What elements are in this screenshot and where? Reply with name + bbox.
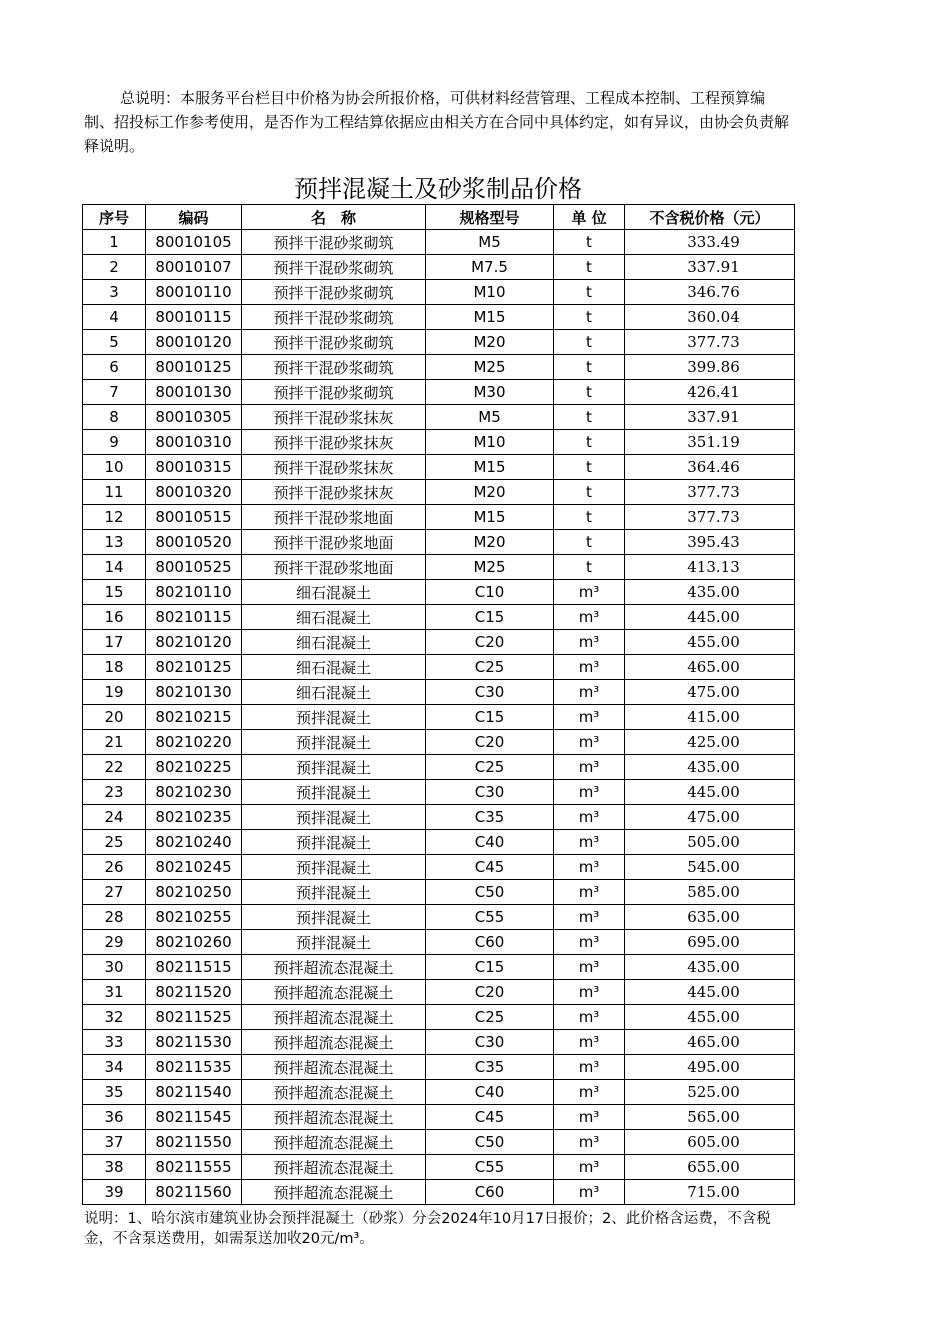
table-row	[83, 430, 795, 455]
cell-seq: 36	[83, 1105, 146, 1130]
header-spec: 规格型号	[426, 205, 554, 230]
table-row	[83, 230, 795, 255]
cell-seq: 19	[83, 680, 146, 705]
cell-code: 80210125	[146, 655, 242, 680]
cell-unit: m³	[554, 980, 625, 1005]
cell-code: 80210215	[146, 705, 242, 730]
cell-name: 预拌干混砂浆砌筑	[242, 280, 426, 305]
cell-seq: 28	[83, 905, 146, 930]
cell-code: 80211555	[146, 1155, 242, 1180]
cell-spec: C10	[426, 580, 554, 605]
cell-spec: C60	[426, 930, 554, 955]
cell-name: 预拌干混砂浆砌筑	[242, 230, 426, 255]
cell-price: 445.00	[625, 780, 795, 805]
cell-code: 80210255	[146, 905, 242, 930]
table-row	[83, 580, 795, 605]
cell-name: 预拌混凝土	[242, 755, 426, 780]
cell-name: 预拌干混砂浆地面	[242, 530, 426, 555]
cell-name: 细石混凝土	[242, 630, 426, 655]
cell-name: 细石混凝土	[242, 680, 426, 705]
cell-spec: C20	[426, 730, 554, 755]
cell-name: 预拌超流态混凝土	[242, 1055, 426, 1080]
cell-seq: 38	[83, 1155, 146, 1180]
cell-code: 80010515	[146, 505, 242, 530]
cell-name: 预拌混凝土	[242, 830, 426, 855]
cell-seq: 20	[83, 705, 146, 730]
cell-unit: m³	[554, 1080, 625, 1105]
cell-unit: m³	[554, 705, 625, 730]
cell-code: 80010315	[146, 455, 242, 480]
cell-spec: C15	[426, 605, 554, 630]
cell-unit: t	[554, 555, 625, 580]
cell-unit: m³	[554, 780, 625, 805]
cell-unit: t	[554, 330, 625, 355]
cell-code: 80010305	[146, 405, 242, 430]
cell-code: 80211525	[146, 1005, 242, 1030]
cell-unit: t	[554, 505, 625, 530]
cell-code: 80210220	[146, 730, 242, 755]
cell-code: 80210235	[146, 805, 242, 830]
cell-price: 445.00	[625, 605, 795, 630]
cell-price: 655.00	[625, 1155, 795, 1180]
table-row	[83, 555, 795, 580]
cell-seq: 3	[83, 280, 146, 305]
table-row	[83, 955, 795, 980]
cell-name: 预拌超流态混凝土	[242, 1155, 426, 1180]
cell-price: 475.00	[625, 680, 795, 705]
cell-price: 364.46	[625, 455, 795, 480]
cell-name: 预拌干混砂浆抹灰	[242, 455, 426, 480]
cell-seq: 13	[83, 530, 146, 555]
cell-price: 465.00	[625, 1030, 795, 1055]
cell-price: 377.73	[625, 330, 795, 355]
table-row	[83, 605, 795, 630]
cell-name: 预拌混凝土	[242, 930, 426, 955]
cell-spec: C30	[426, 1030, 554, 1055]
cell-seq: 37	[83, 1130, 146, 1155]
cell-price: 495.00	[625, 1055, 795, 1080]
table-row	[83, 1005, 795, 1030]
cell-code: 80211560	[146, 1180, 242, 1205]
cell-code: 80211515	[146, 955, 242, 980]
cell-unit: m³	[554, 580, 625, 605]
cell-seq: 17	[83, 630, 146, 655]
cell-code: 80010110	[146, 280, 242, 305]
cell-spec: M7.5	[426, 255, 554, 280]
cell-name: 预拌干混砂浆地面	[242, 555, 426, 580]
cell-name: 预拌干混砂浆砌筑	[242, 380, 426, 405]
cell-name: 预拌混凝土	[242, 705, 426, 730]
cell-spec: M20	[426, 330, 554, 355]
cell-price: 435.00	[625, 755, 795, 780]
price-table	[82, 204, 795, 1205]
cell-unit: m³	[554, 755, 625, 780]
cell-spec: M5	[426, 405, 554, 430]
cell-seq: 16	[83, 605, 146, 630]
cell-unit: t	[554, 380, 625, 405]
cell-price: 395.43	[625, 530, 795, 555]
cell-seq: 39	[83, 1180, 146, 1205]
cell-price: 333.49	[625, 230, 795, 255]
cell-spec: C35	[426, 805, 554, 830]
cell-price: 455.00	[625, 630, 795, 655]
cell-name: 预拌超流态混凝土	[242, 1030, 426, 1055]
cell-price: 435.00	[625, 580, 795, 605]
cell-price: 351.19	[625, 430, 795, 455]
cell-unit: t	[554, 355, 625, 380]
table-row	[83, 1180, 795, 1205]
cell-unit: m³	[554, 630, 625, 655]
cell-price: 715.00	[625, 1180, 795, 1205]
cell-unit: m³	[554, 1105, 625, 1130]
cell-name: 细石混凝土	[242, 580, 426, 605]
cell-price: 435.00	[625, 955, 795, 980]
table-row	[83, 855, 795, 880]
table-row	[83, 1130, 795, 1155]
cell-spec: M20	[426, 530, 554, 555]
cell-spec: C45	[426, 855, 554, 880]
cell-spec: M20	[426, 480, 554, 505]
cell-price: 465.00	[625, 655, 795, 680]
cell-spec: C30	[426, 680, 554, 705]
cell-spec: C35	[426, 1055, 554, 1080]
cell-unit: m³	[554, 1030, 625, 1055]
cell-unit: m³	[554, 655, 625, 680]
cell-code: 80210115	[146, 605, 242, 630]
cell-seq: 18	[83, 655, 146, 680]
table-row	[83, 380, 795, 405]
cell-seq: 6	[83, 355, 146, 380]
cell-code: 80210240	[146, 830, 242, 855]
cell-spec: M10	[426, 430, 554, 455]
cell-name: 预拌超流态混凝土	[242, 1180, 426, 1205]
cell-unit: m³	[554, 955, 625, 980]
cell-name: 预拌干混砂浆抹灰	[242, 430, 426, 455]
cell-seq: 12	[83, 505, 146, 530]
cell-code: 80010125	[146, 355, 242, 380]
cell-name: 预拌超流态混凝土	[242, 1080, 426, 1105]
cell-unit: t	[554, 455, 625, 480]
cell-unit: t	[554, 530, 625, 555]
cell-price: 545.00	[625, 855, 795, 880]
cell-seq: 9	[83, 430, 146, 455]
cell-name: 预拌超流态混凝土	[242, 955, 426, 980]
cell-name: 预拌超流态混凝土	[242, 1105, 426, 1130]
cell-code: 80010115	[146, 305, 242, 330]
cell-seq: 27	[83, 880, 146, 905]
cell-price: 346.76	[625, 280, 795, 305]
cell-seq: 31	[83, 980, 146, 1005]
cell-unit: m³	[554, 1130, 625, 1155]
cell-code: 80211535	[146, 1055, 242, 1080]
cell-name: 预拌超流态混凝土	[242, 980, 426, 1005]
cell-name: 预拌干混砂浆砌筑	[242, 355, 426, 380]
table-row	[83, 1105, 795, 1130]
cell-code: 80211520	[146, 980, 242, 1005]
cell-name: 预拌混凝土	[242, 880, 426, 905]
cell-name: 预拌混凝土	[242, 805, 426, 830]
cell-spec: C40	[426, 1080, 554, 1105]
table-row	[83, 705, 795, 730]
general-description: 总说明：本服务平台栏目中价格为协会所报价格，可供材料经营管理、工程成本控制、工程预算编制、招投标工作参考使用，是否作为工程结算依据应由相关方在合同中具体约定，如有异议，由协会负责解释说明。	[84, 89, 790, 155]
cell-unit: t	[554, 430, 625, 455]
cell-name: 预拌混凝土	[242, 780, 426, 805]
table-row	[83, 905, 795, 930]
cell-price: 413.13	[625, 555, 795, 580]
footnote: 说明：1、哈尔滨市建筑业协会预拌混凝土（砂浆）分会2024年10月17日报价；2、此价格含运费，不含税金，不含泵送费用，如需泵送加收20元/m³。	[84, 1211, 771, 1247]
table-row	[83, 405, 795, 430]
cell-price: 585.00	[625, 880, 795, 905]
cell-spec: M15	[426, 505, 554, 530]
cell-code: 80211530	[146, 1030, 242, 1055]
cell-seq: 2	[83, 255, 146, 280]
cell-name: 预拌干混砂浆抹灰	[242, 405, 426, 430]
table-row	[83, 530, 795, 555]
table-row	[83, 980, 795, 1005]
cell-price: 337.91	[625, 405, 795, 430]
cell-seq: 29	[83, 930, 146, 955]
cell-spec: C20	[426, 630, 554, 655]
cell-code: 80010310	[146, 430, 242, 455]
cell-spec: C15	[426, 955, 554, 980]
cell-spec: M15	[426, 455, 554, 480]
cell-name: 预拌干混砂浆抹灰	[242, 480, 426, 505]
cell-code: 80010105	[146, 230, 242, 255]
cell-price: 426.41	[625, 380, 795, 405]
table-row	[83, 1080, 795, 1105]
cell-seq: 22	[83, 755, 146, 780]
cell-price: 475.00	[625, 805, 795, 830]
cell-price: 565.00	[625, 1105, 795, 1130]
header-seq: 序号	[83, 205, 146, 230]
cell-spec: C60	[426, 1180, 554, 1205]
cell-name: 预拌干混砂浆砌筑	[242, 255, 426, 280]
cell-price: 415.00	[625, 705, 795, 730]
cell-name: 预拌干混砂浆砌筑	[242, 305, 426, 330]
cell-spec: C30	[426, 780, 554, 805]
cell-seq: 25	[83, 830, 146, 855]
cell-code: 80010130	[146, 380, 242, 405]
header-price: 不含税价格（元）	[625, 205, 795, 230]
cell-spec: M5	[426, 230, 554, 255]
cell-name: 细石混凝土	[242, 655, 426, 680]
cell-name: 预拌干混砂浆砌筑	[242, 330, 426, 355]
cell-code: 80210230	[146, 780, 242, 805]
table-header-row	[83, 205, 795, 230]
header-unit: 单 位	[554, 205, 625, 230]
cell-unit: m³	[554, 1055, 625, 1080]
header-name: 名 称	[242, 205, 426, 230]
cell-unit: m³	[554, 930, 625, 955]
cell-seq: 11	[83, 480, 146, 505]
cell-unit: m³	[554, 680, 625, 705]
cell-spec: M10	[426, 280, 554, 305]
cell-price: 377.73	[625, 480, 795, 505]
cell-spec: C25	[426, 655, 554, 680]
cell-spec: C15	[426, 705, 554, 730]
cell-spec: M30	[426, 380, 554, 405]
cell-spec: C55	[426, 905, 554, 930]
table-row	[83, 255, 795, 280]
cell-unit: m³	[554, 730, 625, 755]
cell-spec: C45	[426, 1105, 554, 1130]
cell-unit: m³	[554, 880, 625, 905]
cell-name: 预拌超流态混凝土	[242, 1005, 426, 1030]
cell-unit: m³	[554, 1180, 625, 1205]
table-row	[83, 330, 795, 355]
table-row	[83, 455, 795, 480]
cell-code: 80010525	[146, 555, 242, 580]
cell-unit: m³	[554, 855, 625, 880]
page-title: 预拌混凝土及砂浆制品价格	[294, 175, 582, 203]
cell-unit: m³	[554, 605, 625, 630]
table-row	[83, 680, 795, 705]
cell-name: 细石混凝土	[242, 605, 426, 630]
cell-seq: 1	[83, 230, 146, 255]
cell-unit: m³	[554, 905, 625, 930]
cell-seq: 35	[83, 1080, 146, 1105]
cell-unit: t	[554, 280, 625, 305]
cell-code: 80210120	[146, 630, 242, 655]
cell-name: 预拌干混砂浆地面	[242, 505, 426, 530]
cell-unit: t	[554, 405, 625, 430]
cell-spec: M25	[426, 555, 554, 580]
header-code: 编码	[146, 205, 242, 230]
cell-unit: m³	[554, 1005, 625, 1030]
cell-name: 预拌超流态混凝土	[242, 1130, 426, 1155]
cell-seq: 4	[83, 305, 146, 330]
cell-code: 80210245	[146, 855, 242, 880]
cell-name: 预拌混凝土	[242, 905, 426, 930]
cell-code: 80010520	[146, 530, 242, 555]
cell-code: 80210260	[146, 930, 242, 955]
cell-unit: t	[554, 305, 625, 330]
cell-spec: C40	[426, 830, 554, 855]
table-row	[83, 1030, 795, 1055]
cell-price: 425.00	[625, 730, 795, 755]
cell-spec: C50	[426, 1130, 554, 1155]
cell-seq: 5	[83, 330, 146, 355]
cell-unit: t	[554, 480, 625, 505]
cell-code: 80210110	[146, 580, 242, 605]
cell-name: 预拌混凝土	[242, 855, 426, 880]
table-row	[83, 480, 795, 505]
table-row	[83, 1155, 795, 1180]
cell-spec: C25	[426, 1005, 554, 1030]
cell-spec: M15	[426, 305, 554, 330]
cell-code: 80010107	[146, 255, 242, 280]
table-row	[83, 755, 795, 780]
cell-seq: 23	[83, 780, 146, 805]
cell-seq: 30	[83, 955, 146, 980]
cell-seq: 7	[83, 380, 146, 405]
cell-seq: 24	[83, 805, 146, 830]
cell-seq: 26	[83, 855, 146, 880]
cell-unit: m³	[554, 830, 625, 855]
cell-price: 337.91	[625, 255, 795, 280]
table-row	[83, 655, 795, 680]
cell-unit: t	[554, 255, 625, 280]
cell-seq: 14	[83, 555, 146, 580]
cell-price: 377.73	[625, 505, 795, 530]
cell-price: 525.00	[625, 1080, 795, 1105]
cell-unit: m³	[554, 805, 625, 830]
cell-code: 80010120	[146, 330, 242, 355]
cell-code: 80211550	[146, 1130, 242, 1155]
cell-spec: C25	[426, 755, 554, 780]
cell-spec: C20	[426, 980, 554, 1005]
cell-code: 80010320	[146, 480, 242, 505]
cell-code: 80211540	[146, 1080, 242, 1105]
cell-code: 80210250	[146, 880, 242, 905]
table-row	[83, 355, 795, 380]
cell-seq: 34	[83, 1055, 146, 1080]
table-row	[83, 805, 795, 830]
table-row	[83, 280, 795, 305]
table-row	[83, 930, 795, 955]
table-row	[83, 730, 795, 755]
cell-unit: m³	[554, 1155, 625, 1180]
cell-code: 80210225	[146, 755, 242, 780]
cell-price: 635.00	[625, 905, 795, 930]
cell-spec: M25	[426, 355, 554, 380]
cell-code: 80211545	[146, 1105, 242, 1130]
cell-name: 预拌混凝土	[242, 730, 426, 755]
cell-price: 445.00	[625, 980, 795, 1005]
cell-price: 399.86	[625, 355, 795, 380]
cell-seq: 8	[83, 405, 146, 430]
cell-seq: 32	[83, 1005, 146, 1030]
cell-seq: 10	[83, 455, 146, 480]
table-row	[83, 830, 795, 855]
cell-spec: C55	[426, 1155, 554, 1180]
cell-seq: 15	[83, 580, 146, 605]
cell-code: 80210130	[146, 680, 242, 705]
table-row	[83, 780, 795, 805]
table-row	[83, 305, 795, 330]
table-row	[83, 880, 795, 905]
cell-price: 455.00	[625, 1005, 795, 1030]
table-row	[83, 1055, 795, 1080]
table-row	[83, 505, 795, 530]
cell-price: 695.00	[625, 930, 795, 955]
cell-price: 505.00	[625, 830, 795, 855]
cell-seq: 21	[83, 730, 146, 755]
cell-unit: t	[554, 230, 625, 255]
cell-price: 605.00	[625, 1130, 795, 1155]
cell-price: 360.04	[625, 305, 795, 330]
table-row	[83, 630, 795, 655]
cell-seq: 33	[83, 1030, 146, 1055]
cell-spec: C50	[426, 880, 554, 905]
